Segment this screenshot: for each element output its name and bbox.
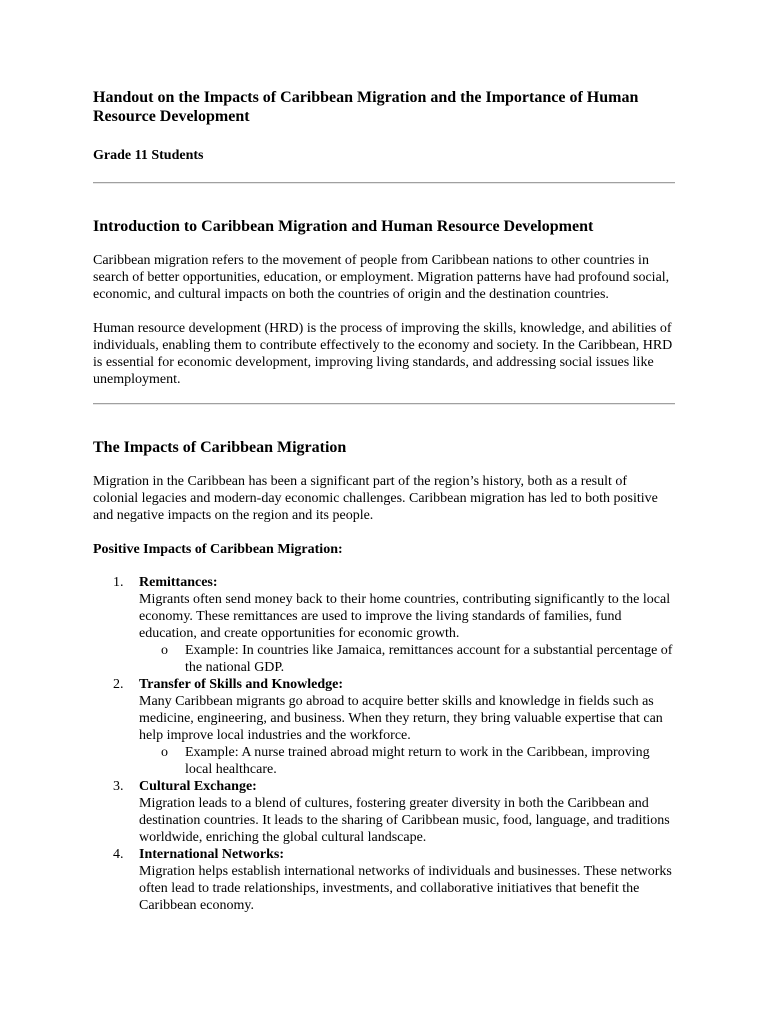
item-text: Migration helps establish international networks of individuals and businesses. These networks often lead to trade relationships, investments, and collaborative initiatives that benefit the Caribbean economy.	[139, 864, 672, 913]
item-title: Remittances:	[139, 575, 218, 590]
audience-label: Grade 11 Students	[93, 148, 204, 163]
item-number: 4.	[113, 847, 124, 862]
item-text: Many Caribbean migrants go abroad to acquire better skills and knowledge in fields such as medicine, engineering, and business. When they return, they bring valuable expertise that can help improve local industries and the workforce.	[139, 694, 663, 743]
hollow-bullet-icon: o	[161, 745, 168, 760]
example-list	[139, 642, 675, 676]
intro-heading: Introduction to Caribbean Migration and Human Resource Development	[93, 218, 594, 235]
intro-paragraph-2: Human resource development (HRD) is the process of improving the skills, knowledge, and abilities of individuals, enabling them to contribute effectively to the economy and society. In the Caribbean, HRD is essential for economic development, improving living standards, and addressing social issues like unemployment.	[93, 321, 673, 387]
handout-page	[93, 88, 675, 914]
list-item	[93, 676, 675, 778]
example-list	[139, 744, 675, 778]
positive-impacts-heading: Positive Impacts of Caribbean Migration:	[93, 542, 343, 557]
item-number: 1.	[113, 575, 124, 590]
positive-impacts-list	[93, 574, 675, 914]
document-title: Handout on the Impacts of Caribbean Migration and the Importance of Human Resource Development	[93, 89, 639, 125]
impacts-paragraph: Migration in the Caribbean has been a significant part of the region’s history, both as a result of colonial legacies and modern-day economic challenges. Caribbean migration has led to both positive and negative impacts on the region and its people.	[93, 474, 658, 523]
item-title: International Networks:	[139, 847, 285, 862]
item-text: Migration leads to a blend of cultures, fostering greater diversity in both the Caribbean and destination countries. It leads to the sharing of Caribbean music, food, language, and traditions worldwide, enriching the global cultural landscape.	[139, 796, 670, 845]
item-title: Cultural Exchange:	[139, 779, 257, 794]
intro-paragraph-1: Caribbean migration refers to the movement of people from Caribbean nations to other countries in search of better opportunities, education, or employment. Migration patterns have had profound social, economic, and cultural impacts on both the countries of origin and the destination countries.	[93, 253, 670, 302]
hollow-bullet-icon: o	[161, 643, 168, 658]
impacts-heading: The Impacts of Caribbean Migration	[93, 439, 347, 456]
example-text: Example: In countries like Jamaica, remittances account for a substantial percentage of the national GDP.	[185, 643, 673, 675]
example-text: Example: A nurse trained abroad might return to work in the Caribbean, improving local healthcare.	[185, 745, 650, 777]
item-title: Transfer of Skills and Knowledge:	[139, 677, 344, 692]
example-item	[139, 744, 675, 778]
list-item	[93, 778, 675, 846]
section-divider	[93, 403, 675, 405]
item-text: Migrants often send money back to their home countries, contributing significantly to the local economy. These remittances are used to improve the living standards of families, fund education, and create opportunities for economic growth.	[139, 592, 671, 641]
list-item	[93, 574, 675, 676]
item-number: 2.	[113, 677, 124, 692]
list-item	[93, 846, 675, 914]
section-divider	[93, 182, 675, 184]
example-item	[139, 642, 675, 676]
item-number: 3.	[113, 779, 124, 794]
